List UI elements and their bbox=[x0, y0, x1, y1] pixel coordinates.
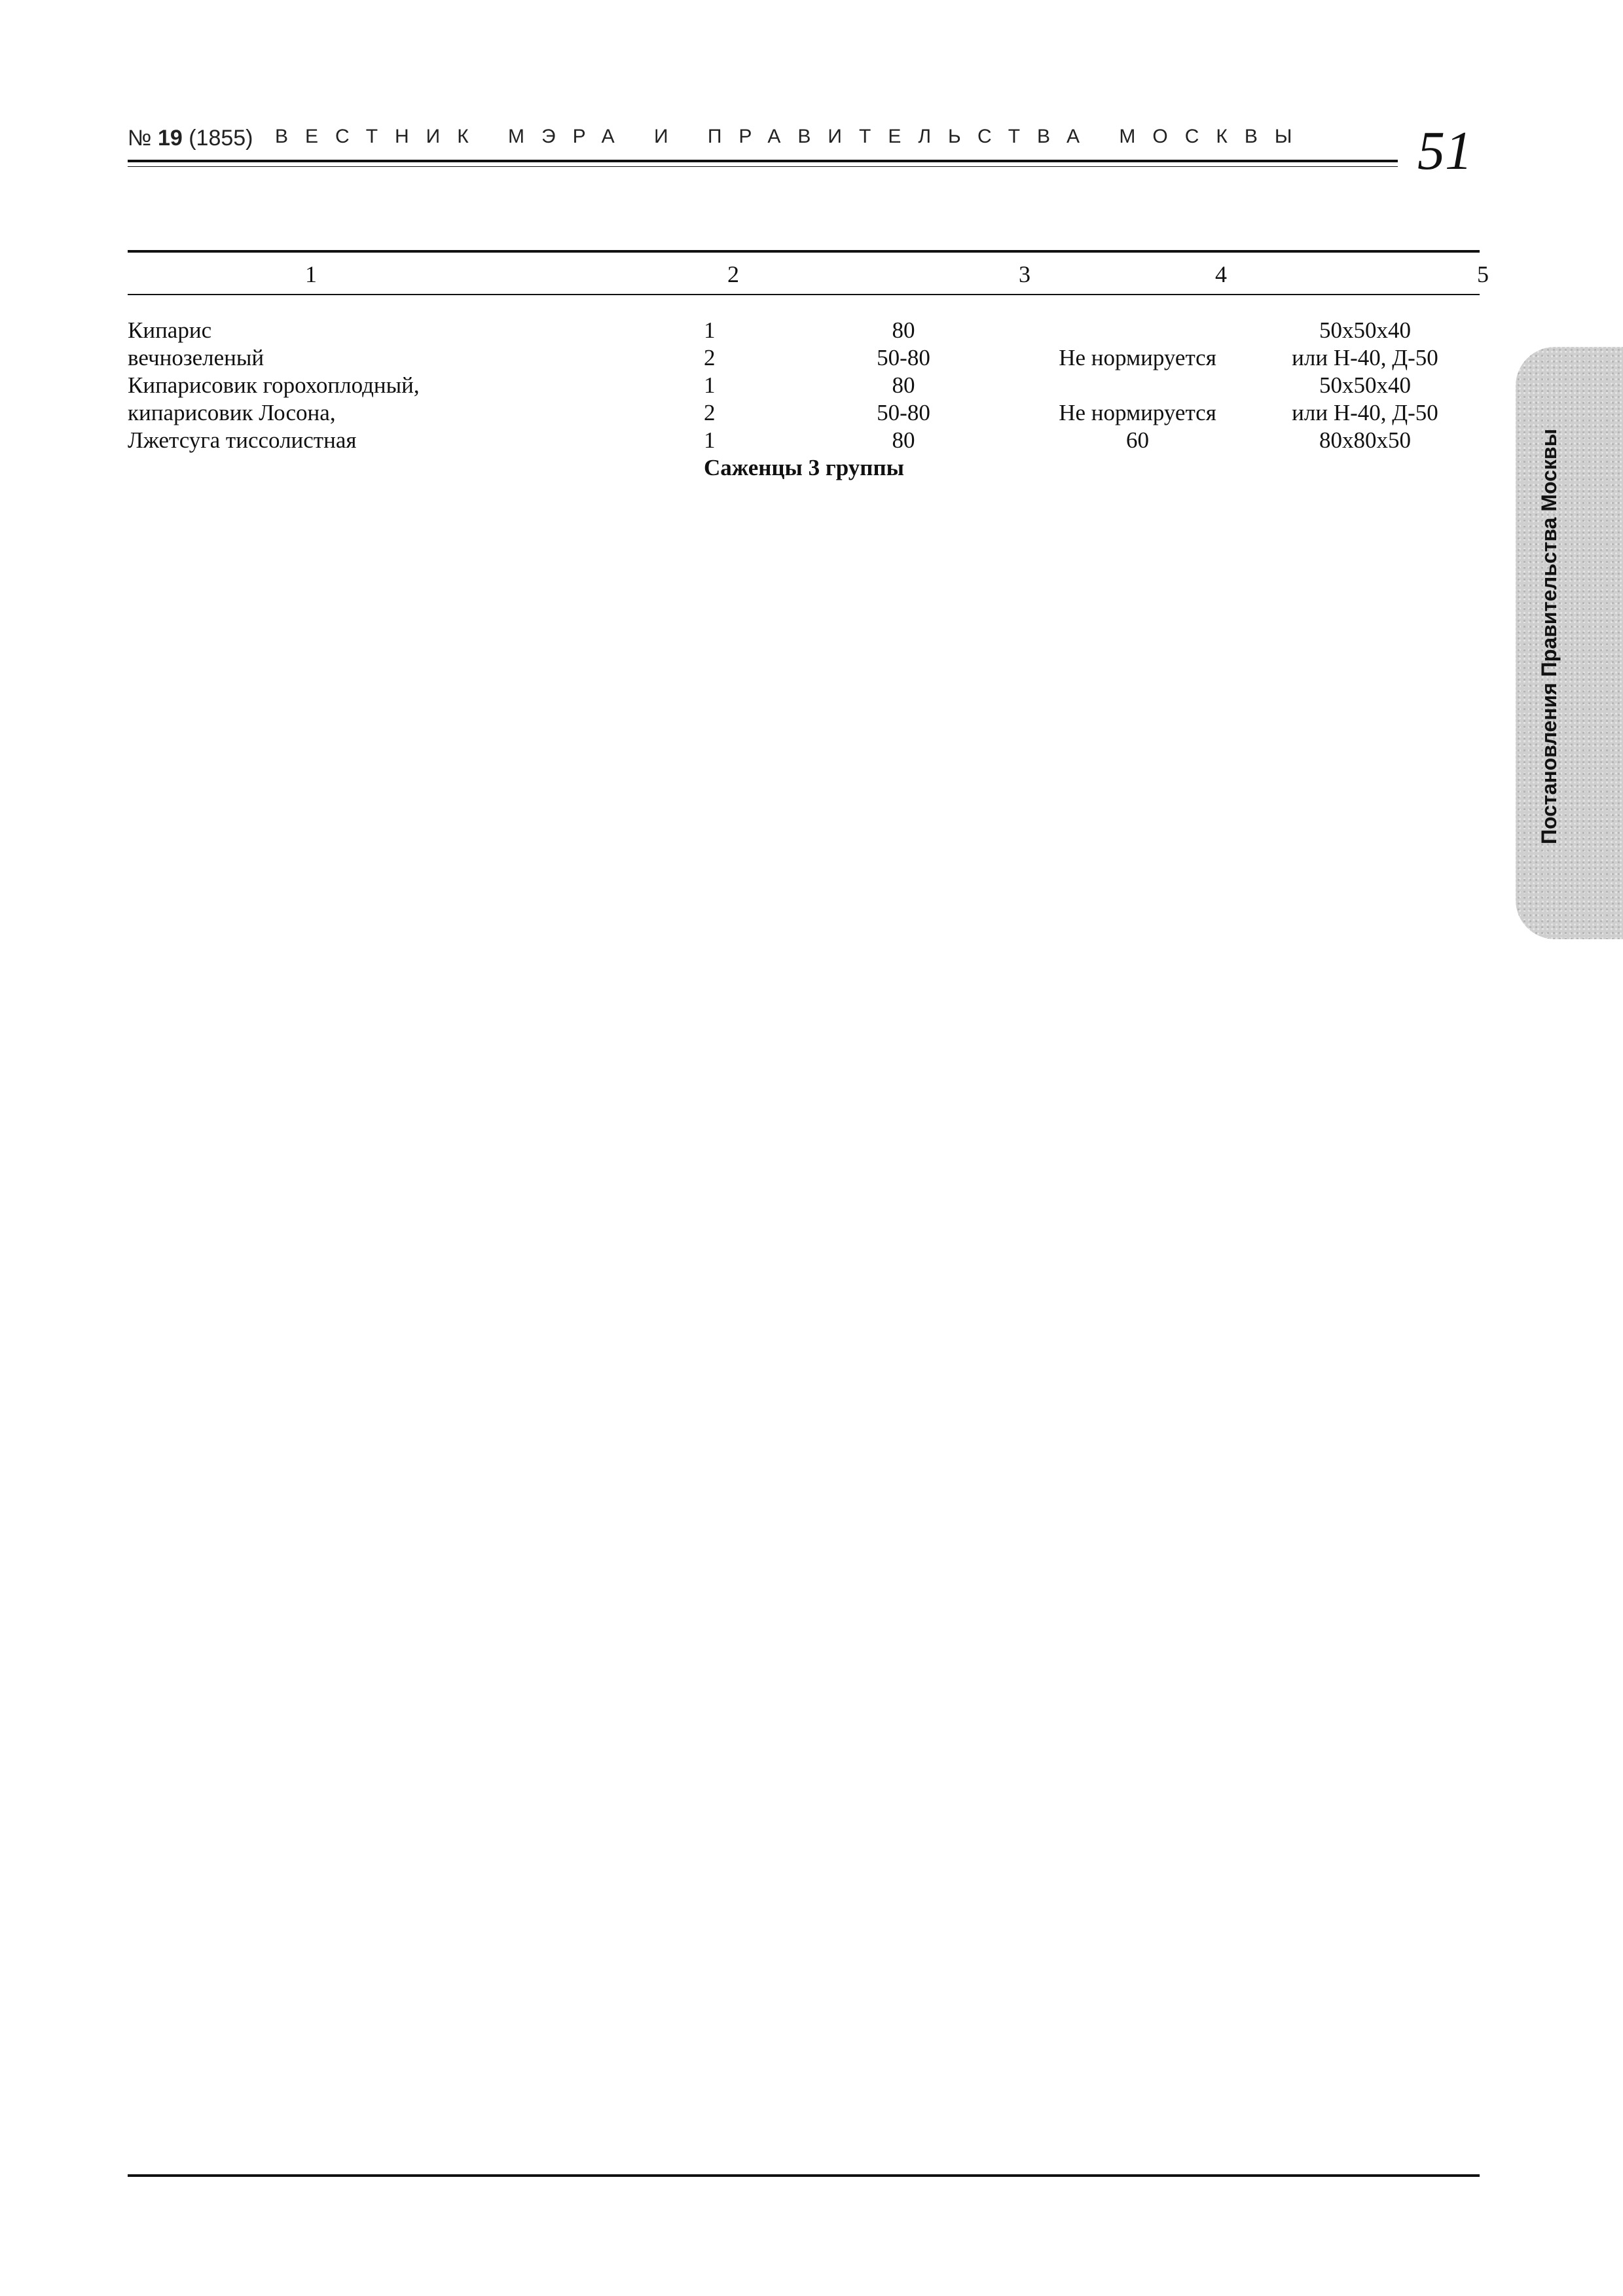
table-row bbox=[128, 372, 1480, 399]
table-bottom-rule bbox=[128, 2174, 1480, 2177]
issue-number: 19 bbox=[157, 126, 183, 151]
cell-col-3: 80 bbox=[892, 317, 915, 343]
cell-col-1: Кипарис bbox=[128, 317, 212, 343]
issue-prefix: № bbox=[128, 126, 152, 151]
section-tab bbox=[1516, 347, 1623, 939]
data-table bbox=[128, 317, 1480, 482]
cell-col-3: 80 bbox=[892, 372, 915, 398]
table-row bbox=[128, 399, 1480, 427]
cell-col-2: 2 bbox=[704, 345, 716, 370]
table-header-rule bbox=[128, 294, 1480, 295]
masthead-title: ВЕСТНИК МЭРА И ПРАВИТЕЛЬСТВА МОСКВЫ bbox=[275, 126, 1309, 147]
cell-col-5: или Н-40, Д-50 bbox=[1292, 345, 1438, 370]
cell-col-2: 1 bbox=[704, 372, 716, 398]
table-body bbox=[128, 317, 1480, 482]
cell-col-4: Не нормируется bbox=[1059, 400, 1216, 425]
section-tab-label: Постановления Правительства Москвы bbox=[1537, 429, 1561, 844]
cell-col-5: 50х50х40 bbox=[1319, 372, 1411, 398]
page-number: 51 bbox=[1417, 120, 1472, 181]
table-row bbox=[128, 344, 1480, 372]
cell-col-2: 1 bbox=[704, 427, 716, 453]
table-row bbox=[128, 427, 1480, 454]
header-rule-thin bbox=[128, 166, 1398, 167]
column-header-4: 4 bbox=[1215, 261, 1227, 287]
cell-col-1: Кипарисовик горохоплодный, bbox=[128, 372, 420, 398]
column-header-1: 1 bbox=[305, 261, 317, 287]
cell-col-5: или Н-40, Д-50 bbox=[1292, 400, 1438, 425]
cell-col-4: Не нормируется bbox=[1059, 345, 1216, 370]
cell-col-2: 1 bbox=[704, 317, 716, 343]
table-column-headers bbox=[128, 260, 1489, 292]
cell-col-4: 60 bbox=[1126, 427, 1149, 453]
cell-col-2: Саженцы 3 группы bbox=[704, 455, 904, 480]
column-header-3: 3 bbox=[1019, 261, 1030, 287]
issue-info bbox=[128, 126, 253, 151]
cell-col-5 bbox=[1250, 454, 1480, 482]
cell-col-1: кипарисовик Лосона, bbox=[128, 400, 336, 425]
issue-year: (1855) bbox=[189, 126, 253, 151]
column-header-5: 5 bbox=[1477, 261, 1489, 287]
cell-col-4 bbox=[1025, 317, 1250, 344]
cell-col-1: Лжетсуга тиссолистная bbox=[128, 427, 357, 453]
cell-col-4 bbox=[1025, 454, 1250, 482]
cell-col-3: 50-80 bbox=[877, 400, 930, 425]
group-heading-row bbox=[128, 454, 1480, 482]
cell-col-5: 80х80х50 bbox=[1319, 427, 1411, 453]
cell-col-1: вечнозеленый bbox=[128, 345, 264, 370]
header-rule bbox=[128, 160, 1398, 162]
cell-col-1 bbox=[128, 454, 704, 482]
running-header bbox=[128, 126, 1372, 165]
table-row bbox=[128, 317, 1480, 344]
cell-col-5: 50х50х40 bbox=[1319, 317, 1411, 343]
cell-col-3: 50-80 bbox=[877, 345, 930, 370]
cell-col-2: 2 bbox=[704, 400, 716, 425]
cell-col-4 bbox=[1025, 372, 1250, 399]
cell-col-3: 80 bbox=[892, 427, 915, 453]
table-top-rule bbox=[128, 250, 1480, 253]
column-header-2: 2 bbox=[727, 261, 739, 287]
